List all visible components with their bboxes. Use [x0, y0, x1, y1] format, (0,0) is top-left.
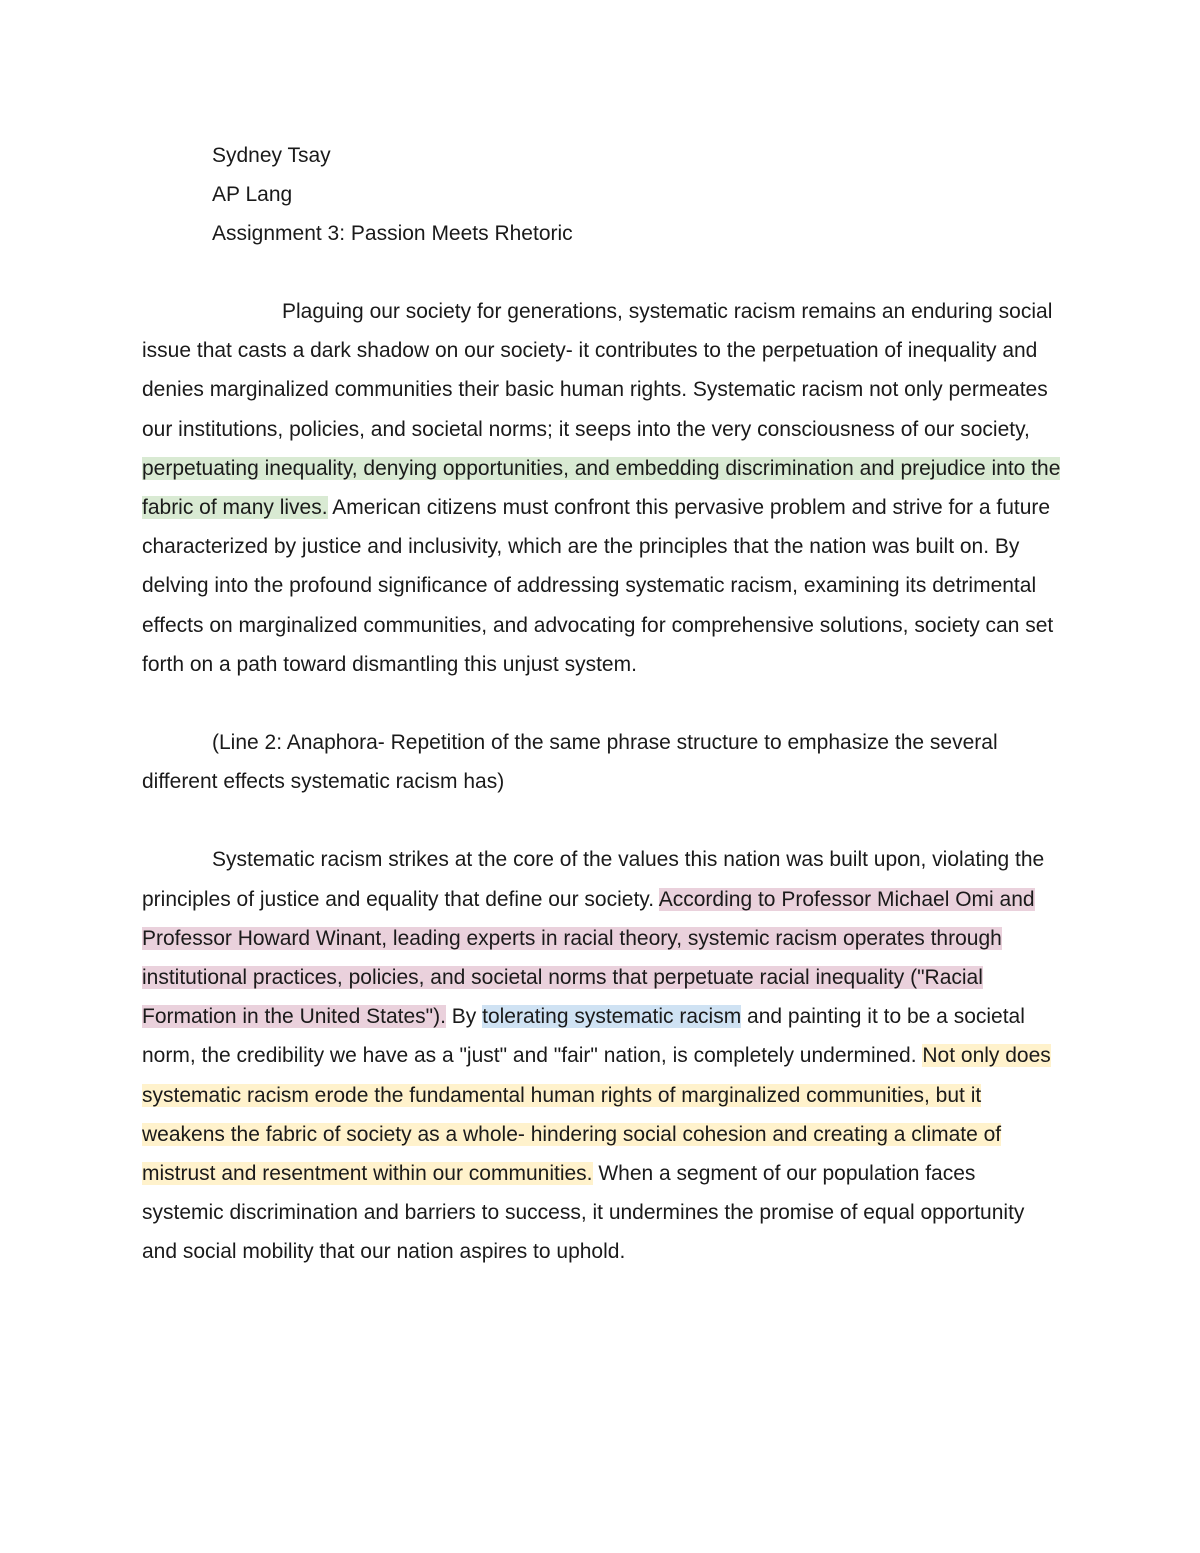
annotation-text: (Line 2: Anaphora- Repetition of the same phrase structure to emphasize the several different effects systematic racism has)	[142, 731, 998, 794]
body-text-2: By	[445, 1005, 483, 1029]
document-content	[142, 136, 1062, 1272]
intro-highlight-green: perpetuating inequality, denying opportunities, and embedding discrimination and prejudice into the fabric of many lives.	[142, 456, 1061, 520]
body-text-3: and painting it to be a societal norm, the credibility we have as a "just" and "fair" nation, is completely undermined.	[142, 1005, 1025, 1068]
body-text-4: When a segment of our population faces systemic discrimination and barriers to success, it undermines the promise of equal opportunity and social mobility that our nation aspires to uphold.	[142, 1162, 1025, 1264]
body-highlight-blue: tolerating systematic racism	[482, 1005, 742, 1029]
course-name: AP Lang	[212, 183, 293, 206]
assignment-title: Assignment 3: Passion Meets Rhetoric	[212, 222, 573, 245]
body-paragraph	[142, 840, 1062, 1271]
author-name: Sydney Tsay	[212, 144, 331, 167]
body-highlight-yellow: Not only does systematic racism erode the fundamental human rights of marginalized communities, but it weakens the fabric of society as a whole- hindering social cohesion and creating a climate of mistrust and resentment within our communities.	[142, 1044, 1051, 1186]
intro-paragraph	[142, 292, 1062, 684]
body-highlight-pink: According to Professor Michael Omi and Professor Howard Winant, leading experts in racial theory, systemic racism operates through institutional practices, policies, and societal norms that perpetuate racial inequality ("Racial Formation in the United States").	[142, 887, 1035, 1029]
intro-text-2: American citizens must confront this pervasive problem and strive for a future characterized by justice and inclusivity, which are the principles that the nation was built on. By delving into the profound significance of addressing systematic racism, examining its detrimental effects on marginalized communities, and advocating for comprehensive solutions, society can set forth on a path toward dismantling this unjust system.	[142, 496, 1054, 676]
annotation-note	[142, 723, 1062, 801]
body-text-1: Systematic racism strikes at the core of the values this nation was built upon, violating the principles of justice and equality that define our society.	[142, 848, 1045, 911]
intro-text-1: Plaguing our society for generations, systematic racism remains an enduring social issue that casts a dark shadow on our society- it contributes to the perpetuation of inequality and denies marginalized communities their basic human rights. Systematic racism not only permeates our institutions, policies, and societal norms; it seeps into the very consciousness of our society,	[142, 300, 1053, 441]
